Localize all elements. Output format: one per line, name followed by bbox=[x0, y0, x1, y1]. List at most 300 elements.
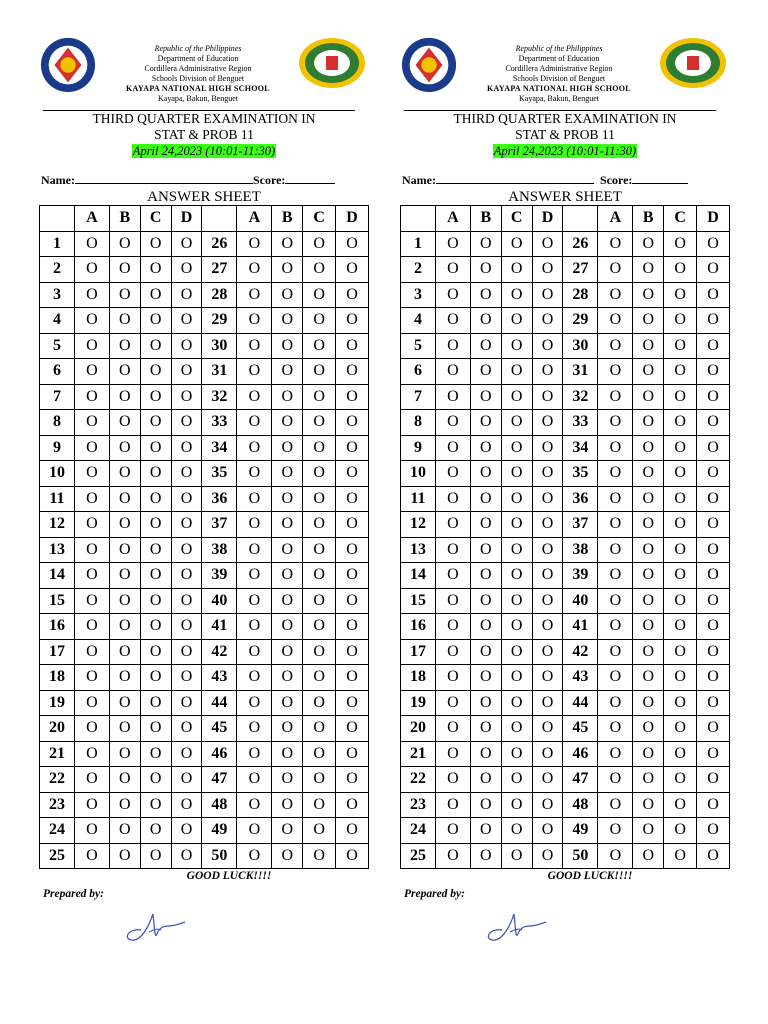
answer-bubble-c[interactable]: O bbox=[501, 792, 532, 818]
answer-bubble-d[interactable]: O bbox=[532, 308, 563, 334]
answer-bubble-d[interactable]: O bbox=[697, 333, 730, 359]
answer-bubble-d[interactable]: O bbox=[532, 665, 563, 691]
answer-bubble-b[interactable]: O bbox=[272, 614, 303, 640]
answer-bubble-d[interactable]: O bbox=[532, 486, 563, 512]
answer-bubble-b[interactable]: O bbox=[633, 257, 664, 283]
answer-bubble-c[interactable]: O bbox=[140, 359, 171, 385]
answer-bubble-c[interactable]: O bbox=[140, 282, 171, 308]
answer-bubble-a[interactable]: O bbox=[74, 690, 109, 716]
answer-bubble-b[interactable]: O bbox=[633, 614, 664, 640]
answer-bubble-b[interactable]: O bbox=[109, 843, 140, 869]
answer-bubble-b[interactable]: O bbox=[272, 818, 303, 844]
answer-bubble-c[interactable]: O bbox=[664, 333, 697, 359]
answer-bubble-b[interactable]: O bbox=[272, 282, 303, 308]
answer-bubble-a[interactable]: O bbox=[237, 639, 272, 665]
answer-bubble-a[interactable]: O bbox=[435, 435, 470, 461]
answer-bubble-a[interactable]: O bbox=[598, 716, 633, 742]
answer-bubble-b[interactable]: O bbox=[633, 792, 664, 818]
answer-bubble-b[interactable]: O bbox=[109, 767, 140, 793]
answer-bubble-b[interactable]: O bbox=[470, 308, 501, 334]
answer-bubble-b[interactable]: O bbox=[633, 282, 664, 308]
answer-bubble-a[interactable]: O bbox=[435, 410, 470, 436]
answer-bubble-d[interactable]: O bbox=[171, 461, 202, 487]
answer-bubble-d[interactable]: O bbox=[532, 818, 563, 844]
answer-bubble-d[interactable]: O bbox=[532, 257, 563, 283]
answer-bubble-d[interactable]: O bbox=[171, 537, 202, 563]
answer-bubble-a[interactable]: O bbox=[598, 588, 633, 614]
answer-bubble-d[interactable]: O bbox=[532, 614, 563, 640]
answer-bubble-c[interactable]: O bbox=[140, 537, 171, 563]
answer-bubble-a[interactable]: O bbox=[435, 231, 470, 257]
answer-bubble-d[interactable]: O bbox=[697, 461, 730, 487]
answer-bubble-b[interactable]: O bbox=[470, 639, 501, 665]
answer-bubble-a[interactable]: O bbox=[74, 741, 109, 767]
answer-bubble-a[interactable]: O bbox=[598, 767, 633, 793]
answer-bubble-a[interactable]: O bbox=[435, 537, 470, 563]
answer-bubble-d[interactable]: O bbox=[532, 843, 563, 869]
answer-bubble-a[interactable]: O bbox=[598, 410, 633, 436]
answer-bubble-d[interactable]: O bbox=[532, 333, 563, 359]
answer-bubble-c[interactable]: O bbox=[303, 333, 336, 359]
answer-bubble-a[interactable]: O bbox=[237, 767, 272, 793]
answer-bubble-b[interactable]: O bbox=[272, 257, 303, 283]
answer-bubble-d[interactable]: O bbox=[171, 563, 202, 589]
answer-bubble-d[interactable]: O bbox=[697, 231, 730, 257]
answer-bubble-b[interactable]: O bbox=[109, 308, 140, 334]
answer-bubble-d[interactable]: O bbox=[336, 792, 369, 818]
answer-bubble-b[interactable]: O bbox=[272, 486, 303, 512]
answer-bubble-c[interactable]: O bbox=[664, 435, 697, 461]
answer-bubble-b[interactable]: O bbox=[272, 537, 303, 563]
answer-bubble-c[interactable]: O bbox=[303, 716, 336, 742]
answer-bubble-d[interactable]: O bbox=[697, 716, 730, 742]
answer-bubble-b[interactable]: O bbox=[272, 435, 303, 461]
score-field[interactable] bbox=[632, 173, 688, 184]
answer-bubble-a[interactable]: O bbox=[74, 767, 109, 793]
answer-bubble-b[interactable]: O bbox=[470, 333, 501, 359]
answer-bubble-d[interactable]: O bbox=[336, 716, 369, 742]
answer-bubble-a[interactable]: O bbox=[237, 308, 272, 334]
answer-bubble-b[interactable]: O bbox=[109, 741, 140, 767]
answer-bubble-a[interactable]: O bbox=[598, 384, 633, 410]
answer-bubble-a[interactable]: O bbox=[598, 563, 633, 589]
answer-bubble-a[interactable]: O bbox=[598, 282, 633, 308]
answer-bubble-c[interactable]: O bbox=[664, 384, 697, 410]
answer-bubble-d[interactable]: O bbox=[171, 767, 202, 793]
answer-bubble-a[interactable]: O bbox=[74, 614, 109, 640]
answer-bubble-c[interactable]: O bbox=[140, 588, 171, 614]
answer-bubble-d[interactable]: O bbox=[532, 359, 563, 385]
answer-bubble-c[interactable]: O bbox=[664, 563, 697, 589]
answer-bubble-b[interactable]: O bbox=[633, 359, 664, 385]
answer-bubble-c[interactable]: O bbox=[303, 588, 336, 614]
answer-bubble-a[interactable]: O bbox=[598, 639, 633, 665]
answer-bubble-a[interactable]: O bbox=[435, 308, 470, 334]
answer-bubble-a[interactable]: O bbox=[435, 741, 470, 767]
answer-bubble-b[interactable]: O bbox=[633, 588, 664, 614]
answer-bubble-a[interactable]: O bbox=[598, 741, 633, 767]
answer-bubble-a[interactable]: O bbox=[237, 282, 272, 308]
answer-bubble-a[interactable]: O bbox=[237, 384, 272, 410]
answer-bubble-b[interactable]: O bbox=[109, 333, 140, 359]
answer-bubble-a[interactable]: O bbox=[598, 512, 633, 538]
answer-bubble-b[interactable]: O bbox=[470, 359, 501, 385]
answer-bubble-a[interactable]: O bbox=[598, 333, 633, 359]
answer-bubble-b[interactable]: O bbox=[272, 843, 303, 869]
answer-bubble-a[interactable]: O bbox=[74, 588, 109, 614]
answer-bubble-c[interactable]: O bbox=[501, 690, 532, 716]
answer-bubble-d[interactable]: O bbox=[171, 333, 202, 359]
answer-bubble-d[interactable]: O bbox=[336, 639, 369, 665]
answer-bubble-c[interactable]: O bbox=[303, 690, 336, 716]
answer-bubble-a[interactable]: O bbox=[74, 257, 109, 283]
answer-bubble-a[interactable]: O bbox=[74, 486, 109, 512]
answer-bubble-d[interactable]: O bbox=[336, 690, 369, 716]
answer-bubble-d[interactable]: O bbox=[171, 512, 202, 538]
answer-bubble-d[interactable]: O bbox=[171, 257, 202, 283]
answer-bubble-d[interactable]: O bbox=[532, 563, 563, 589]
answer-bubble-a[interactable]: O bbox=[598, 486, 633, 512]
answer-bubble-c[interactable]: O bbox=[303, 486, 336, 512]
answer-bubble-b[interactable]: O bbox=[633, 716, 664, 742]
answer-bubble-b[interactable]: O bbox=[470, 843, 501, 869]
answer-bubble-a[interactable]: O bbox=[237, 741, 272, 767]
answer-bubble-d[interactable]: O bbox=[697, 257, 730, 283]
answer-bubble-d[interactable]: O bbox=[171, 231, 202, 257]
answer-bubble-d[interactable]: O bbox=[171, 639, 202, 665]
answer-bubble-a[interactable]: O bbox=[74, 716, 109, 742]
answer-bubble-d[interactable]: O bbox=[697, 384, 730, 410]
answer-bubble-d[interactable]: O bbox=[697, 818, 730, 844]
answer-bubble-c[interactable]: O bbox=[664, 614, 697, 640]
answer-bubble-c[interactable]: O bbox=[501, 257, 532, 283]
answer-bubble-a[interactable]: O bbox=[237, 333, 272, 359]
answer-bubble-d[interactable]: O bbox=[336, 359, 369, 385]
answer-bubble-d[interactable]: O bbox=[697, 359, 730, 385]
answer-bubble-b[interactable]: O bbox=[470, 257, 501, 283]
answer-bubble-b[interactable]: O bbox=[272, 231, 303, 257]
answer-bubble-c[interactable]: O bbox=[303, 231, 336, 257]
answer-bubble-a[interactable]: O bbox=[435, 563, 470, 589]
answer-bubble-b[interactable]: O bbox=[109, 359, 140, 385]
answer-bubble-d[interactable]: O bbox=[532, 512, 563, 538]
answer-bubble-d[interactable]: O bbox=[171, 410, 202, 436]
answer-bubble-b[interactable]: O bbox=[109, 690, 140, 716]
answer-bubble-a[interactable]: O bbox=[435, 282, 470, 308]
answer-bubble-c[interactable]: O bbox=[664, 767, 697, 793]
answer-bubble-d[interactable]: O bbox=[336, 308, 369, 334]
answer-bubble-a[interactable]: O bbox=[435, 690, 470, 716]
answer-bubble-a[interactable]: O bbox=[237, 359, 272, 385]
answer-bubble-c[interactable]: O bbox=[140, 716, 171, 742]
answer-bubble-c[interactable]: O bbox=[303, 767, 336, 793]
answer-bubble-b[interactable]: O bbox=[109, 231, 140, 257]
answer-bubble-c[interactable]: O bbox=[140, 792, 171, 818]
answer-bubble-d[interactable]: O bbox=[532, 435, 563, 461]
answer-bubble-c[interactable]: O bbox=[140, 843, 171, 869]
answer-bubble-b[interactable]: O bbox=[109, 614, 140, 640]
answer-bubble-c[interactable]: O bbox=[303, 665, 336, 691]
answer-bubble-c[interactable]: O bbox=[664, 282, 697, 308]
answer-bubble-b[interactable]: O bbox=[109, 537, 140, 563]
answer-bubble-c[interactable]: O bbox=[664, 665, 697, 691]
answer-bubble-d[interactable]: O bbox=[697, 639, 730, 665]
answer-bubble-d[interactable]: O bbox=[532, 716, 563, 742]
answer-bubble-a[interactable]: O bbox=[74, 512, 109, 538]
answer-bubble-d[interactable]: O bbox=[171, 282, 202, 308]
answer-bubble-b[interactable]: O bbox=[633, 308, 664, 334]
name-field[interactable] bbox=[75, 173, 253, 184]
answer-bubble-a[interactable]: O bbox=[435, 614, 470, 640]
answer-bubble-a[interactable]: O bbox=[598, 614, 633, 640]
answer-bubble-b[interactable]: O bbox=[109, 563, 140, 589]
answer-bubble-b[interactable]: O bbox=[272, 588, 303, 614]
answer-bubble-b[interactable]: O bbox=[633, 512, 664, 538]
answer-bubble-b[interactable]: O bbox=[109, 435, 140, 461]
answer-bubble-b[interactable]: O bbox=[470, 665, 501, 691]
answer-bubble-b[interactable]: O bbox=[470, 537, 501, 563]
answer-bubble-a[interactable]: O bbox=[435, 716, 470, 742]
answer-bubble-c[interactable]: O bbox=[303, 257, 336, 283]
answer-bubble-b[interactable]: O bbox=[633, 767, 664, 793]
answer-bubble-b[interactable]: O bbox=[272, 639, 303, 665]
answer-bubble-c[interactable]: O bbox=[664, 792, 697, 818]
answer-bubble-b[interactable]: O bbox=[272, 792, 303, 818]
answer-bubble-d[interactable]: O bbox=[336, 333, 369, 359]
answer-bubble-b[interactable]: O bbox=[109, 588, 140, 614]
answer-bubble-d[interactable]: O bbox=[171, 486, 202, 512]
answer-bubble-d[interactable]: O bbox=[532, 384, 563, 410]
answer-bubble-a[interactable]: O bbox=[237, 792, 272, 818]
answer-bubble-a[interactable]: O bbox=[435, 665, 470, 691]
answer-bubble-b[interactable]: O bbox=[272, 512, 303, 538]
answer-bubble-b[interactable]: O bbox=[633, 384, 664, 410]
answer-bubble-d[interactable]: O bbox=[171, 665, 202, 691]
answer-bubble-b[interactable]: O bbox=[272, 384, 303, 410]
answer-bubble-d[interactable]: O bbox=[532, 741, 563, 767]
answer-bubble-b[interactable]: O bbox=[633, 410, 664, 436]
answer-bubble-b[interactable]: O bbox=[109, 639, 140, 665]
answer-bubble-a[interactable]: O bbox=[74, 282, 109, 308]
answer-bubble-d[interactable]: O bbox=[171, 792, 202, 818]
answer-bubble-c[interactable]: O bbox=[140, 384, 171, 410]
answer-bubble-a[interactable]: O bbox=[237, 818, 272, 844]
answer-bubble-b[interactable]: O bbox=[109, 461, 140, 487]
answer-bubble-a[interactable]: O bbox=[598, 792, 633, 818]
answer-bubble-a[interactable]: O bbox=[435, 384, 470, 410]
answer-bubble-a[interactable]: O bbox=[74, 843, 109, 869]
answer-bubble-c[interactable]: O bbox=[303, 614, 336, 640]
answer-bubble-b[interactable]: O bbox=[109, 257, 140, 283]
answer-bubble-b[interactable]: O bbox=[470, 231, 501, 257]
answer-bubble-c[interactable]: O bbox=[140, 257, 171, 283]
answer-bubble-d[interactable]: O bbox=[171, 741, 202, 767]
answer-bubble-a[interactable]: O bbox=[237, 257, 272, 283]
answer-bubble-a[interactable]: O bbox=[598, 665, 633, 691]
answer-bubble-a[interactable]: O bbox=[237, 537, 272, 563]
answer-bubble-d[interactable]: O bbox=[697, 512, 730, 538]
answer-bubble-c[interactable]: O bbox=[140, 231, 171, 257]
answer-bubble-a[interactable]: O bbox=[435, 818, 470, 844]
answer-bubble-c[interactable]: O bbox=[140, 767, 171, 793]
answer-bubble-b[interactable]: O bbox=[272, 690, 303, 716]
answer-bubble-d[interactable]: O bbox=[171, 588, 202, 614]
answer-bubble-b[interactable]: O bbox=[633, 639, 664, 665]
answer-bubble-d[interactable]: O bbox=[336, 461, 369, 487]
answer-bubble-c[interactable]: O bbox=[140, 410, 171, 436]
answer-bubble-b[interactable]: O bbox=[272, 741, 303, 767]
answer-bubble-d[interactable]: O bbox=[336, 231, 369, 257]
answer-bubble-c[interactable]: O bbox=[140, 435, 171, 461]
answer-bubble-a[interactable]: O bbox=[598, 359, 633, 385]
answer-bubble-c[interactable]: O bbox=[664, 486, 697, 512]
answer-bubble-b[interactable]: O bbox=[633, 435, 664, 461]
answer-bubble-d[interactable]: O bbox=[336, 767, 369, 793]
answer-bubble-d[interactable]: O bbox=[697, 537, 730, 563]
answer-bubble-d[interactable]: O bbox=[697, 486, 730, 512]
answer-bubble-a[interactable]: O bbox=[435, 639, 470, 665]
answer-bubble-b[interactable]: O bbox=[633, 843, 664, 869]
answer-bubble-c[interactable]: O bbox=[303, 741, 336, 767]
answer-bubble-d[interactable]: O bbox=[532, 231, 563, 257]
answer-bubble-b[interactable]: O bbox=[633, 486, 664, 512]
answer-bubble-a[interactable]: O bbox=[74, 792, 109, 818]
answer-bubble-b[interactable]: O bbox=[272, 308, 303, 334]
answer-bubble-b[interactable]: O bbox=[633, 665, 664, 691]
answer-bubble-c[interactable]: O bbox=[664, 410, 697, 436]
answer-bubble-d[interactable]: O bbox=[336, 512, 369, 538]
answer-bubble-c[interactable]: O bbox=[140, 563, 171, 589]
answer-bubble-a[interactable]: O bbox=[74, 231, 109, 257]
answer-bubble-b[interactable]: O bbox=[272, 410, 303, 436]
answer-bubble-d[interactable]: O bbox=[336, 614, 369, 640]
answer-bubble-d[interactable]: O bbox=[697, 410, 730, 436]
answer-bubble-d[interactable]: O bbox=[171, 384, 202, 410]
answer-bubble-a[interactable]: O bbox=[237, 690, 272, 716]
answer-bubble-a[interactable]: O bbox=[435, 843, 470, 869]
answer-bubble-c[interactable]: O bbox=[303, 512, 336, 538]
answer-bubble-c[interactable]: O bbox=[501, 333, 532, 359]
answer-bubble-d[interactable]: O bbox=[171, 359, 202, 385]
answer-bubble-b[interactable]: O bbox=[633, 563, 664, 589]
answer-bubble-d[interactable]: O bbox=[697, 767, 730, 793]
answer-bubble-b[interactable]: O bbox=[470, 410, 501, 436]
answer-bubble-d[interactable]: O bbox=[336, 741, 369, 767]
answer-bubble-a[interactable]: O bbox=[435, 359, 470, 385]
answer-bubble-d[interactable]: O bbox=[336, 435, 369, 461]
answer-bubble-b[interactable]: O bbox=[470, 792, 501, 818]
answer-bubble-b[interactable]: O bbox=[109, 716, 140, 742]
answer-bubble-a[interactable]: O bbox=[237, 231, 272, 257]
answer-bubble-a[interactable]: O bbox=[74, 665, 109, 691]
answer-bubble-c[interactable]: O bbox=[501, 231, 532, 257]
answer-bubble-a[interactable]: O bbox=[598, 257, 633, 283]
answer-bubble-b[interactable]: O bbox=[470, 614, 501, 640]
answer-bubble-d[interactable]: O bbox=[336, 818, 369, 844]
answer-bubble-c[interactable]: O bbox=[140, 665, 171, 691]
answer-bubble-b[interactable]: O bbox=[272, 767, 303, 793]
answer-bubble-d[interactable]: O bbox=[697, 690, 730, 716]
answer-bubble-a[interactable]: O bbox=[74, 537, 109, 563]
answer-bubble-c[interactable]: O bbox=[501, 767, 532, 793]
answer-bubble-c[interactable]: O bbox=[664, 818, 697, 844]
answer-bubble-d[interactable]: O bbox=[532, 282, 563, 308]
answer-bubble-a[interactable]: O bbox=[237, 614, 272, 640]
answer-bubble-c[interactable]: O bbox=[501, 614, 532, 640]
answer-bubble-a[interactable]: O bbox=[435, 767, 470, 793]
answer-bubble-b[interactable]: O bbox=[470, 588, 501, 614]
answer-bubble-a[interactable]: O bbox=[598, 308, 633, 334]
answer-bubble-b[interactable]: O bbox=[109, 665, 140, 691]
answer-bubble-c[interactable]: O bbox=[501, 359, 532, 385]
answer-bubble-c[interactable]: O bbox=[303, 384, 336, 410]
answer-bubble-d[interactable]: O bbox=[336, 843, 369, 869]
answer-bubble-a[interactable]: O bbox=[74, 639, 109, 665]
answer-bubble-b[interactable]: O bbox=[470, 716, 501, 742]
answer-bubble-d[interactable]: O bbox=[171, 308, 202, 334]
answer-bubble-b[interactable]: O bbox=[470, 741, 501, 767]
answer-bubble-c[interactable]: O bbox=[501, 741, 532, 767]
answer-bubble-c[interactable]: O bbox=[303, 282, 336, 308]
answer-bubble-c[interactable]: O bbox=[664, 716, 697, 742]
answer-bubble-c[interactable]: O bbox=[501, 410, 532, 436]
answer-bubble-c[interactable]: O bbox=[664, 308, 697, 334]
answer-bubble-c[interactable]: O bbox=[501, 486, 532, 512]
answer-bubble-c[interactable]: O bbox=[501, 588, 532, 614]
answer-bubble-c[interactable]: O bbox=[501, 818, 532, 844]
answer-bubble-a[interactable]: O bbox=[237, 410, 272, 436]
answer-bubble-b[interactable]: O bbox=[470, 461, 501, 487]
answer-bubble-c[interactable]: O bbox=[140, 512, 171, 538]
score-field[interactable] bbox=[285, 173, 335, 184]
answer-bubble-b[interactable]: O bbox=[109, 512, 140, 538]
answer-bubble-c[interactable]: O bbox=[501, 716, 532, 742]
answer-bubble-c[interactable]: O bbox=[303, 843, 336, 869]
answer-bubble-c[interactable]: O bbox=[140, 639, 171, 665]
answer-bubble-a[interactable]: O bbox=[74, 333, 109, 359]
answer-bubble-d[interactable]: O bbox=[697, 665, 730, 691]
answer-bubble-c[interactable]: O bbox=[664, 231, 697, 257]
answer-bubble-d[interactable]: O bbox=[532, 792, 563, 818]
answer-bubble-c[interactable]: O bbox=[140, 690, 171, 716]
answer-bubble-c[interactable]: O bbox=[140, 461, 171, 487]
answer-bubble-b[interactable]: O bbox=[272, 665, 303, 691]
answer-bubble-c[interactable]: O bbox=[664, 257, 697, 283]
answer-bubble-b[interactable]: O bbox=[633, 333, 664, 359]
answer-bubble-d[interactable]: O bbox=[336, 410, 369, 436]
answer-bubble-a[interactable]: O bbox=[74, 435, 109, 461]
answer-bubble-c[interactable]: O bbox=[664, 741, 697, 767]
answer-bubble-c[interactable]: O bbox=[501, 843, 532, 869]
answer-bubble-b[interactable]: O bbox=[109, 282, 140, 308]
answer-bubble-c[interactable]: O bbox=[501, 512, 532, 538]
answer-bubble-a[interactable]: O bbox=[74, 410, 109, 436]
answer-bubble-a[interactable]: O bbox=[237, 588, 272, 614]
answer-bubble-b[interactable]: O bbox=[470, 818, 501, 844]
answer-bubble-d[interactable]: O bbox=[532, 588, 563, 614]
answer-bubble-d[interactable]: O bbox=[171, 435, 202, 461]
answer-bubble-b[interactable]: O bbox=[470, 767, 501, 793]
answer-bubble-d[interactable]: O bbox=[336, 384, 369, 410]
answer-bubble-d[interactable]: O bbox=[336, 588, 369, 614]
answer-bubble-a[interactable]: O bbox=[237, 665, 272, 691]
answer-bubble-d[interactable]: O bbox=[697, 588, 730, 614]
answer-bubble-d[interactable]: O bbox=[697, 563, 730, 589]
answer-bubble-c[interactable]: O bbox=[303, 359, 336, 385]
answer-bubble-a[interactable]: O bbox=[435, 486, 470, 512]
answer-bubble-a[interactable]: O bbox=[598, 537, 633, 563]
answer-bubble-d[interactable]: O bbox=[697, 843, 730, 869]
